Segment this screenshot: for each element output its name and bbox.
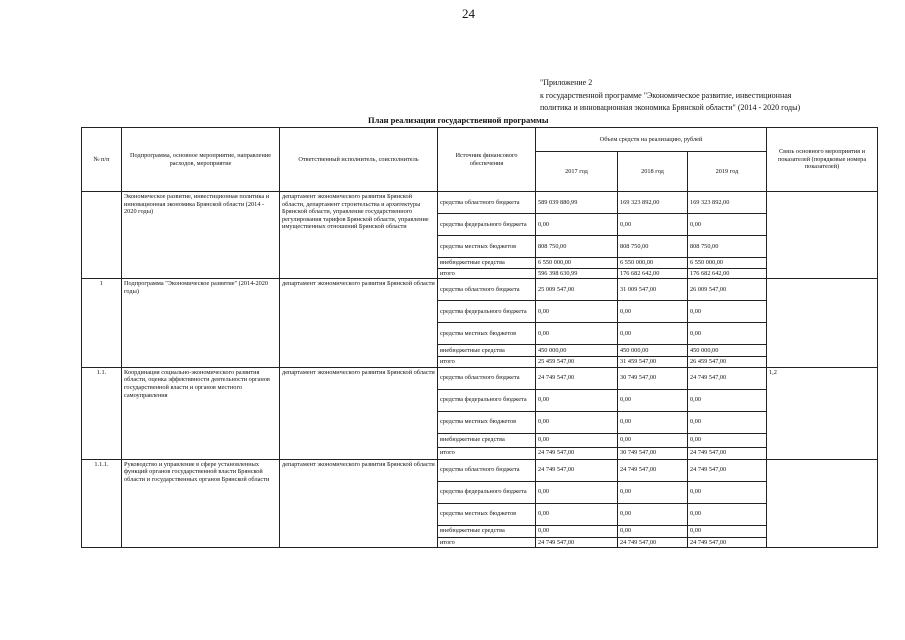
value-2018: 0,00 [618, 411, 688, 433]
funding-source: средства областного бюджета [438, 367, 536, 389]
plan-table [81, 127, 878, 548]
annex-line-3: политика и инновационная экономика Брянской области" (2014 - 2020 годы) [540, 103, 801, 112]
value-2019: 6 550 000,00 [688, 258, 767, 269]
program-name: Экономическое развитие, инвестиционная политика и инновационная экономика Брянской области (2014 - 2020 годы) [122, 192, 280, 279]
funding-source: средства областного бюджета [438, 279, 536, 301]
program-name: Координация социально-экономического развития области, оценка эффективности деятельности органов государственной власти и органов местного самоуправления [122, 367, 280, 459]
header-executor: Ответственный исполнитель, соисполнитель [280, 128, 438, 192]
value-2017: 0,00 [536, 301, 618, 323]
funding-source: итого [438, 268, 536, 279]
value-2019: 0,00 [688, 525, 767, 537]
program-name: Подпрограмма "Экономическое развитие" (2014-2020 годы) [122, 279, 280, 368]
value-2017: 0,00 [536, 433, 618, 447]
header-year-2018: 2018 год [618, 152, 688, 192]
header-link: Связь основного мероприятия и показателей (порядковые номера показателей) [767, 128, 878, 192]
value-2017: 24 749 547,00 [536, 447, 618, 459]
annex-note [540, 77, 800, 115]
funding-source: итого [438, 357, 536, 368]
page-number: 24 [462, 6, 475, 21]
value-2018: 0,00 [618, 323, 688, 345]
value-2019: 0,00 [688, 481, 767, 503]
value-2017: 25 459 547,00 [536, 357, 618, 368]
row-number: 1 [82, 279, 122, 368]
value-2017: 24 749 547,00 [536, 459, 618, 481]
value-2017: 24 749 547,00 [536, 537, 618, 548]
funding-source: средства местных бюджетов [438, 411, 536, 433]
value-2018: 450 000,00 [618, 345, 688, 357]
value-2019: 0,00 [688, 411, 767, 433]
value-2019: 0,00 [688, 214, 767, 236]
plan-title: План реализации государственной программы [368, 115, 549, 125]
indicator-link [767, 459, 878, 548]
funding-source: внебюджетные средства [438, 258, 536, 269]
header-subprogram: Подпрограмма, основное мероприятие, направление расходов, мероприятие [122, 128, 280, 192]
indicator-link [767, 279, 878, 368]
header-volume: Объем средств на реализацию, рублей [536, 128, 767, 152]
value-2019: 24 749 547,00 [688, 459, 767, 481]
value-2018: 24 749 547,00 [618, 459, 688, 481]
value-2017: 0,00 [536, 503, 618, 525]
value-2018: 0,00 [618, 433, 688, 447]
table-row [82, 367, 878, 389]
value-2019: 24 749 547,00 [688, 537, 767, 548]
executor-name: департамент экономического развития Брянской области [280, 279, 438, 368]
table-body [82, 192, 878, 548]
row-number: 1.1. [82, 367, 122, 459]
value-2018: 0,00 [618, 525, 688, 537]
value-2019: 26 459 547,00 [688, 357, 767, 368]
value-2017: 25 009 547,00 [536, 279, 618, 301]
table-header [82, 128, 878, 192]
funding-source: средства федерального бюджета [438, 389, 536, 411]
value-2018: 31 009 547,00 [618, 279, 688, 301]
value-2017: 450 000,00 [536, 345, 618, 357]
funding-source: внебюджетные средства [438, 433, 536, 447]
value-2017: 808 750,00 [536, 236, 618, 258]
row-number [82, 192, 122, 279]
program-name: Руководство и управление в сфере установленных функций органов государственной власти Брянской области и государственных органов Брянской области [122, 459, 280, 548]
value-2017: 589 039 880,99 [536, 192, 618, 214]
executor-name: департамент экономического развития Брянской области [280, 367, 438, 459]
row-number: 1.1.1. [82, 459, 122, 548]
value-2019: 0,00 [688, 301, 767, 323]
executor-name: департамент экономического развития Брянской области, департамент строительства и архитектуры Брянской области, управление государственного регулирования тарифов Брянской области, управление имущественных отношений Брянской области [280, 192, 438, 279]
funding-source: средства федерального бюджета [438, 301, 536, 323]
value-2019: 808 750,00 [688, 236, 767, 258]
value-2017: 596 398 630,99 [536, 268, 618, 279]
value-2017: 6 550 000,00 [536, 258, 618, 269]
header-year-2017: 2017 год [536, 152, 618, 192]
table-row [82, 279, 878, 301]
value-2018: 31 459 547,00 [618, 357, 688, 368]
value-2018: 30 749 547,00 [618, 447, 688, 459]
value-2019: 176 682 642,00 [688, 268, 767, 279]
value-2018: 176 682 642,00 [618, 268, 688, 279]
value-2019: 0,00 [688, 389, 767, 411]
indicator-link [767, 192, 878, 279]
value-2018: 0,00 [618, 214, 688, 236]
value-2019: 24 749 547,00 [688, 367, 767, 389]
value-2018: 808 750,00 [618, 236, 688, 258]
funding-source: итого [438, 537, 536, 548]
value-2019: 0,00 [688, 323, 767, 345]
annex-line-2: к государственной программе "Экономическое развитие, инвестиционная [540, 90, 792, 100]
value-2018: 0,00 [618, 481, 688, 503]
value-2017: 0,00 [536, 481, 618, 503]
value-2018: 6 550 000,00 [618, 258, 688, 269]
value-2017: 0,00 [536, 214, 618, 236]
value-2018: 0,00 [618, 503, 688, 525]
value-2019: 24 749 547,00 [688, 447, 767, 459]
funding-source: внебюджетные средства [438, 345, 536, 357]
header-source: Источник финансового обеспечения [438, 128, 536, 192]
funding-source: средства местных бюджетов [438, 236, 536, 258]
indicator-link: 1,2 [767, 367, 878, 459]
executor-name: департамент экономического развития Брянской области [280, 459, 438, 548]
annex-line-1: "Приложение 2 [540, 78, 593, 87]
value-2018: 30 749 547,00 [618, 367, 688, 389]
funding-source: средства федерального бюджета [438, 481, 536, 503]
value-2017: 24 749 547,00 [536, 367, 618, 389]
funding-source: внебюджетные средства [438, 525, 536, 537]
value-2018: 0,00 [618, 301, 688, 323]
value-2017: 0,00 [536, 525, 618, 537]
header-year-2019: 2019 год [688, 152, 767, 192]
value-2019: 26 009 547,00 [688, 279, 767, 301]
header-num: № п/п [82, 128, 122, 192]
funding-source: итого [438, 447, 536, 459]
value-2019: 0,00 [688, 503, 767, 525]
value-2017: 0,00 [536, 411, 618, 433]
value-2019: 450 000,00 [688, 345, 767, 357]
table-row [82, 459, 878, 481]
value-2019: 0,00 [688, 433, 767, 447]
value-2018: 0,00 [618, 389, 688, 411]
value-2019: 169 323 892,00 [688, 192, 767, 214]
value-2018: 24 749 547,00 [618, 537, 688, 548]
value-2017: 0,00 [536, 389, 618, 411]
value-2017: 0,00 [536, 323, 618, 345]
funding-source: средства областного бюджета [438, 459, 536, 481]
funding-source: средства местных бюджетов [438, 503, 536, 525]
value-2018: 169 323 892,00 [618, 192, 688, 214]
funding-source: средства областного бюджета [438, 192, 536, 214]
funding-source: средства местных бюджетов [438, 323, 536, 345]
funding-source: средства федерального бюджета [438, 214, 536, 236]
table-row [82, 192, 878, 214]
